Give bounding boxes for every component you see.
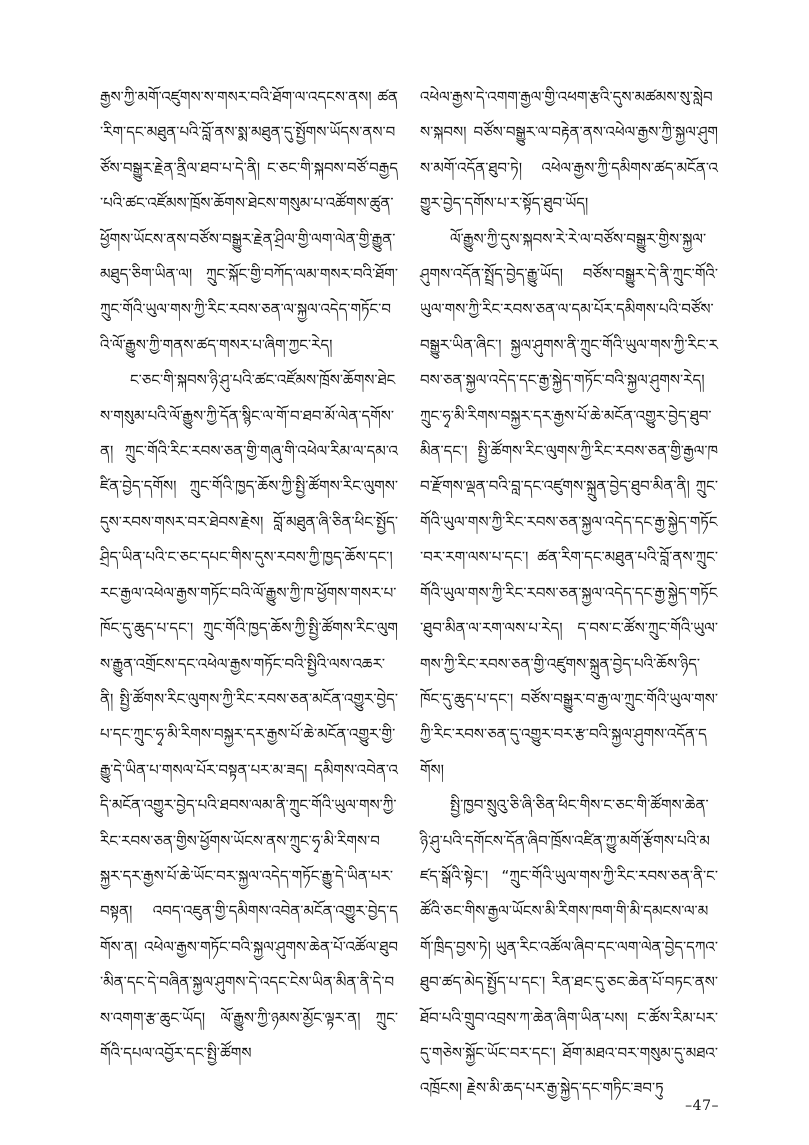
left-column [100, 80, 398, 1060]
page-number: –47– [685, 1098, 719, 1114]
paragraph: སྤྱི་ཁྱབ་སྲུའུ་ཅི་ཞི་ཅིན་ཕིང་གིས་ང་ཅང་གི་ཚོགས་ཆེན་ཉི་ཤུ་པའི་དགོངས་དོན་ཞིབ་ཁྲོས་འཛིན་ཀྱུ་མགོ་རྩོགས་པའི་མཛད་སྒོའི་སྟེང་། “ཀྲུང་གོའི་ཡུལ་གས་ཀྱི་རིང་རབས་ཅན་ནི་ང་ཚོའི་ཅང་གིས་རྒྱལ་ཡོངས་མི་རིགས་ཁག་གི་མི་དམངས་ལ་མགོ་ཁྲིད་བྱས་ཏེ། ཡུན་རིང་འཚོལ་ཞིབ་དང་ལག་ལེན་བྱེད་དཀའ་ཐུབ་ཚད་མེད་སྤྱོད་པ་དང་། རིན་ཐང་དུ་ཅང་ཆེན་པོ་བཏང་ནས་ཐོབ་པའི་གྲུབ་འབྲས་ཀ་ཆེན་ཞིག་ཡིན་པས། ང་ཚོས་རིམ་པར་དུ་གཅེས་སྐྱོང་ཡོང་བར་དང་། ཐོག་མཐའ་བར་གསུམ་དུ་མཐའ་འཁྲོངས། རྗེས་མི་ཆད་པར་རྒྱ་སྐྱེད་དང་གཏིང་ཟབ་ཏུ [420, 796, 718, 1098]
paragraph: འཕེལ་རྒྱས་དེ་འགག་རྒྱལ་གྱི་འཕག་རྩའི་དུས་མཚམས་སུ་སླེབས་སྐབས། བཙོས་བསྒྱུར་ལ་བརྟེན་ནས་འཕེལ་རྒྱས་ཀྱི་སྐྱལ་ཤུགས་མགོ་འདོན་ཐུབ་ཏེ། འཕེལ་རྒྱས་ཀྱི་དམིགས་ཚད་མངོན་འགྱུར་བྱེད་དགོས་པ་ར་སྟོད་ཐུབ་ཡོད། [420, 88, 718, 213]
document-page [100, 80, 718, 1098]
right-column [420, 80, 718, 1098]
paragraph: རྒྱས་ཀྱི་མགོ་འཛུགས་ས་གསར་བའི་ཐོག་ལ་འདངས་ནས། ཚན་རིག་དང་མཐུན་པའི་བློ་ནས་སྨ་མཐུན་དུ་སྤྱོགས་ཡོདས་ནས་བཙོས་བསྒྱུར་རྗེན་ནྲིལ་ཐབ་པ་དེ་ནི། ང་ཅང་གི་སྐབས་བཙོ་བརྒྱད་པའི་ཚང་འཛོམས་ཁྲོས་ཆོགས་ཐེངས་གསུམ་པ་འཚོགས་ཚུན་ཕྱོགས་ཡོངས་ནས་བཙོས་བསྒྱུར་རྗེན་ཤྲིལ་གྱི་ལག་ལེན་གྱི་རྒྱུན་མཐུད་ཅིག་ཡིན་ལ། ཀྲུང་སྐོང་གྱི་བཀོད་ལམ་གསར་བའི་ཐོག་ཀྲུང་གོའི་ཡུལ་གས་ཀྱི་རིང་རབས་ཅན་ལ་སྐྱལ་འདེད་གཏོང་བའི་ལོ་རྒྱུས་ཀྱི་གནས་ཚད་གསར་པ་ཞིག་ཀྱང་རེད། [100, 88, 398, 354]
paragraph: ང་ཅང་གི་སྐབས་ཉི་ཤུ་པའི་ཚང་འཛོམས་ཁྲོས་ཆོགས་ཐེངས་གསུམ་པའི་ལོ་རྒྱུས་ཀྱི་དོན་སྙིང་ལ་གོ་བ་ཐབ་མོ་ལེན་དགོས་ན། ཀྲུང་གོའི་རིང་རབས་ཅན་གྱི་གཞུ་གི་འཕེལ་རིམ་ལ་དམ་འཛིན་བྱེད་དགོས། ཀྲུང་གོའི་ཁྱད་ཆོས་ཀྱི་སྤྱི་ཚོགས་རིང་ལུགས་དུས་རབས་གསར་བར་ཐེབས་རྗེས། བློ་མཐུན་ཞི་ཅིན་ཕིང་སྤྱོད་ཤྲིད་ཡིན་པའི་ང་ཅང་དཔང་གིས་དུས་རབས་ཀྱི་ཁྱད་ཆོས་དང་། རང་རྒྱལ་འཕེལ་རྒྱས་གཏོང་བའི་ལོ་རྒྱུས་ཀྱི་ཁ་ཕྱོགས་གསར་པ་ཁོང་དུ་ཆུད་པ་དང་། ཀྲུང་གོའི་ཁྱད་ཆོས་ཀྱི་སྤྱི་ཚོགས་རིང་ལུགས་རྒྱུན་འགྲོངས་དང་འཕེལ་རྒྱས་གཏོང་བའི་སྤྱིའི་ལས་འཆར་ནི། སྤྱི་ཚོགས་རིང་ལུགས་ཀྱི་རིང་རབས་ཅན་མངོན་འགྱུར་བྱེད་པ་དང་ཀྲུང་ཧྭ་མི་རིགས་བསྐྱར་དར་རྒྱས་པོ་ཆེ་མངོན་འགྱུར་གྱི་རྒྱུ་དེ་ཡིན་པ་གསལ་པོར་བསྟན་པར་མ་ཟད། དམིགས་འབེན་འདི་མངོན་འགྱུར་བྱེད་པའི་ཐབས་ལམ་ནི་ཀྲུང་གོའི་ཡུལ་གས་ཀྱི་རིང་རབས་ཅན་གྱིས་ཕྱོགས་ཡོངས་ནས་ཀྲུང་ཧྭ་མི་རིགས་བསྐྱར་དར་རྒྱས་པོ་ཆེ་ཡོང་བར་སྐྱལ་འདེད་གཏོང་རྒྱུ་དེ་ཡིན་པར་བསྟན། འབད་འཇུན་གྱི་དམིགས་འབེན་མངོན་འགྱུར་བྱེད་དགོས་ན། འཕེལ་རྒྱས་གཏོང་བའི་སྐྱལ་ཤུགས་ཆེན་པོ་འཚོལ་ཐུབ་མིན་དང་དེ་བཞིན་སྐྱལ་ཤུགས་དེ་འདང་ངེས་ཡིན་མིན་ནི་དེ་བས་འགག་རྩ་ཆུང་ཡོད། ལོ་རྒྱུས་ཀྱི་ཉམས་མྱོང་ལྟར་ན། ཀྲུང་གོའི་དཔལ་འབྱོར་དང་སྤྱི་ཚོགས [100, 371, 398, 1062]
paragraph: ལོ་རྒྱུས་ཀྱི་དུས་སྐབས་རེ་རེ་ལ་བཙོས་བསྒྱུར་གྱིས་སྐྱལ་ཤུགས་འདོན་སྤྲོད་བྱེད་རྒྱུ་ཡོད། བཙོས་བསྒྱུར་དེ་ནི་ཀྲུང་གོའི་ཡུལ་གས་ཀྱི་རིང་རབས་ཅན་ལ་དམ་པོར་དམིགས་པའི་བཙོས་བསྒྱུར་ཡིན་ཞིང་། སྐྱལ་ཤུགས་ནི་ཀྲུང་གོའི་ཡུལ་གས་ཀྱི་རིང་རབས་ཅན་སྐྱལ་འདེད་དང་རྒྱ་སྐྱེད་གཏོང་བའི་སྐྱལ་ཤུགས་རེད། ཀྲུང་ཧྭ་མི་རིགས་བསྐྱར་དར་རྒྱས་པོ་ཆེ་མངོན་འགྱུར་བྱེད་ཐུབ་མིན་དང་། སྤྱི་ཚོགས་རིང་ལུགས་ཀྱི་རིང་རབས་ཅན་གྱི་རྒྱལ་ཁབ་རྫོགས་ལྡན་བའི་བླ་དང་འཛུགས་སྐྲུན་བྱེད་ཐུབ་མིན་ནི། ཀྲུང་གོའི་ཡུལ་གས་ཀྱི་རིང་རབས་ཅན་སྐྱལ་འདེད་དང་རྒྱ་སྐྱེད་གཏོང་བར་རག་ལས་པ་དང་། ཚན་རིག་དང་མཐུན་པའི་བློ་ནས་ཀྲུང་གོའི་ཡུལ་གས་ཀྱི་རིང་རབས་ཅན་སྐྱལ་འདེད་དང་རྒྱ་སྐྱེད་གཏོང་ཐུབ་མིན་ལ་རག་ལས་པ་རེད། ད་བས་ང་ཚོས་ཀྲུང་གོའི་ཡུལ་གས་ཀྱི་རིང་རབས་ཅན་གྱི་འཛུགས་སྐྲུན་བྱེད་པའི་ཆོས་ཉིད་ཁོང་དུ་ཆུད་པ་དང་། བཙོས་བསྒྱུར་བ་རྒྱ་ལ་ཀྲུང་གོའི་ཡུལ་གས་ཀྱི་རིང་རབས་ཅན་དུ་འགྱུར་བར་རྩ་བའི་སྐྱལ་ཤུགས་འདོན་དགོས། [420, 229, 718, 779]
